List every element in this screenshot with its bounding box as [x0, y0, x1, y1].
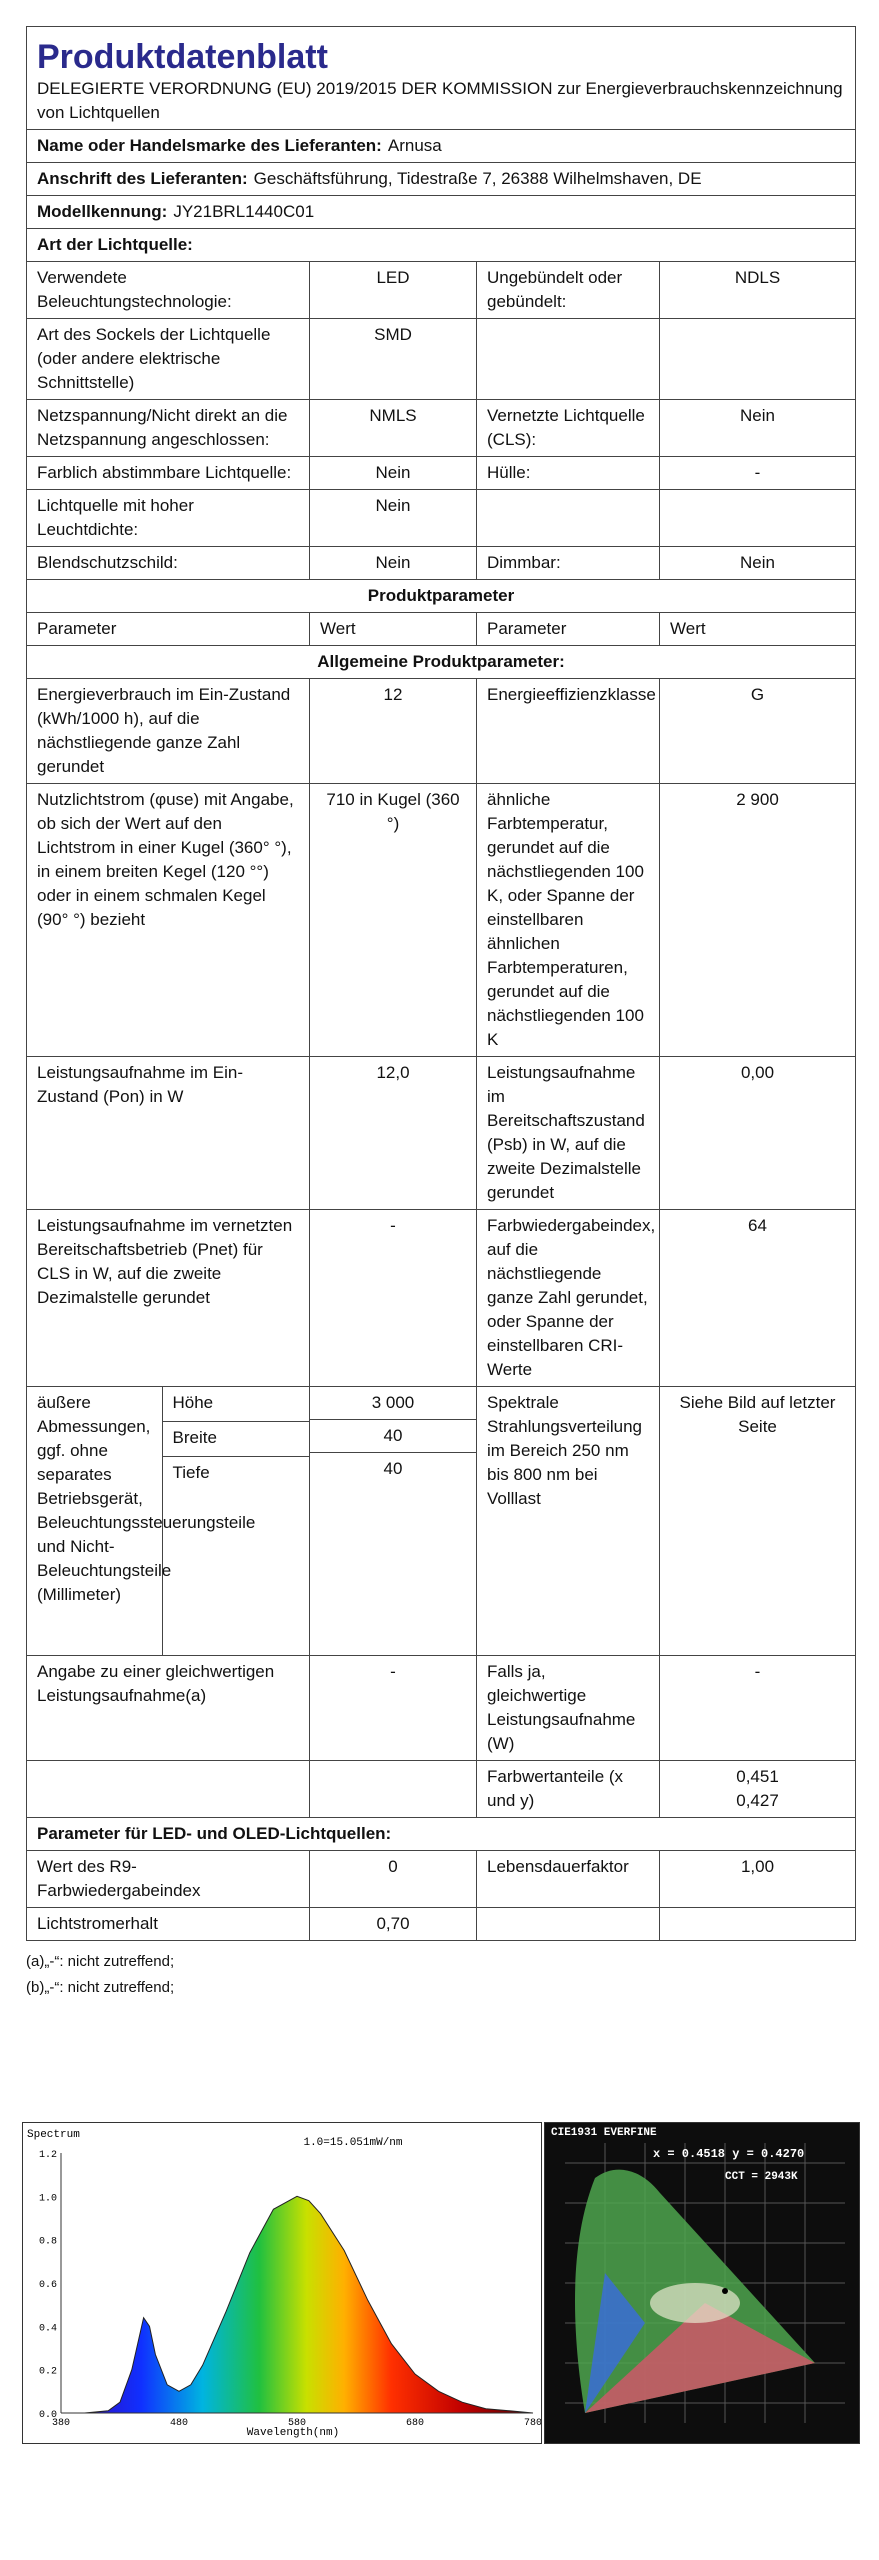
footnotes [26, 1949, 855, 2001]
equiv-row [27, 1656, 856, 1761]
type-cell-d: Nein [660, 547, 856, 580]
dimensions-values-cell [310, 1387, 477, 1656]
cie-xy: x = 0.4518 y = 0.4270 [653, 2147, 805, 2161]
general-cell-a: Leistungsaufnahme im vernetzten Bereitschaftsbetrieb (Pnet) für CLS in W, auf die zweite Dezimalstelle gerundet [27, 1210, 310, 1387]
y-tick-label: 0.4 [38, 2323, 57, 2335]
equivalence-rows [27, 1656, 856, 1818]
x-tick-label: 780 [523, 2418, 541, 2429]
spectrum-area [61, 2196, 533, 2413]
led-cell-d [660, 1908, 856, 1941]
dimension-key: Breite [162, 1421, 309, 1456]
col-header: Parameter [27, 613, 310, 646]
type-cell-b: NMLS [310, 400, 477, 457]
spectrum-scale: 1.0=15.051mW/nm [303, 2137, 403, 2149]
general-row [27, 784, 856, 1057]
type-cell-a: Farblich abstimmbare Lichtquelle: [27, 457, 310, 490]
cie-cct: CCT = 2943K [725, 2171, 798, 2183]
type-cell-b: Nein [310, 547, 477, 580]
general-cell-d: 64 [660, 1210, 856, 1387]
equiv-cell-c: Falls ja, gleichwertige Leistungsaufnahme (W) [477, 1656, 660, 1761]
general-row [27, 1210, 856, 1387]
general-rows [27, 679, 856, 1387]
spectrum-title: Spectrum [27, 2129, 80, 2141]
cie-point [722, 2288, 728, 2294]
led-row [27, 1851, 856, 1908]
type-cell-a: Verwendete Beleuchtungstechnologie: [27, 262, 310, 319]
type-cell-a: Netzspannung/Nicht direkt an die Netzspannung angeschlossen: [27, 400, 310, 457]
type-row [27, 319, 856, 400]
led-cell-d: 1,00 [660, 1851, 856, 1908]
general-cell-b: - [310, 1210, 477, 1387]
y-tick-label: 1.2 [38, 2150, 57, 2161]
datasheet-table [26, 26, 856, 1941]
general-cell-d: G [660, 679, 856, 784]
supplier-name-value: Arnusa [387, 136, 442, 155]
params-header: Produktparameter [27, 580, 856, 613]
general-cell-d: 2 900 [660, 784, 856, 1057]
general-row [27, 1057, 856, 1210]
type-cell-c: Vernetzte Lichtquelle (CLS): [477, 400, 660, 457]
y-tick-label: 0.8 [38, 2236, 57, 2248]
equiv-cell-b: - [310, 1656, 477, 1761]
general-cell-c: Leistungsaufnahme im Bereitschaftszustand (Psb) in W, auf die zweite Dezimalstelle gerundet [477, 1057, 660, 1210]
spectrum-figure [22, 2122, 542, 2444]
footnote: (b)„-“: nicht zutreffend; [26, 1979, 175, 1996]
dimension-key: Höhe [162, 1387, 309, 1421]
led-cell-a: Wert des R9-Farbwiedergabeindex [27, 1851, 310, 1908]
equiv-cell-a: Angabe zu einer gleichwertigen Leistungsaufnahme(a) [27, 1656, 310, 1761]
spectral-label: Spektrale Strahlungsverteilung im Bereich 250 nm bis 800 nm bei Volllast [477, 1387, 660, 1656]
led-cell-b: 0 [310, 1851, 477, 1908]
led-cell-c [477, 1908, 660, 1941]
type-row [27, 490, 856, 547]
type-row [27, 400, 856, 457]
type-cell-b: SMD [310, 319, 477, 400]
equiv-row [27, 1761, 856, 1818]
type-cell-c [477, 490, 660, 547]
y-tick-label: 1.0 [38, 2193, 57, 2205]
led-cell-c: Lebensdauerfaktor [477, 1851, 660, 1908]
general-cell-b: 12,0 [310, 1057, 477, 1210]
cie-diagram [545, 2123, 859, 2443]
cie-title: CIE1931 EVERFINE [551, 2127, 657, 2139]
type-cell-a: Art des Sockels der Lichtquelle (oder andere elektrische Schnittstelle) [27, 319, 310, 400]
x-tick-label: 480 [169, 2418, 189, 2429]
type-cell-b: Nein [310, 490, 477, 547]
dimensions-subtable [27, 1387, 309, 1655]
type-cell-d: - [660, 457, 856, 490]
dimensions-cell [27, 1387, 310, 1656]
equiv-cell-d: - [660, 1656, 856, 1761]
footnote: (a)„-“: nicht zutreffend; [26, 1953, 175, 1970]
x-tick-label: 380 [51, 2418, 71, 2429]
type-cell-d [660, 319, 856, 400]
dimension-key: Tiefe [162, 1457, 309, 1656]
cie-figure [544, 2122, 860, 2444]
type-cell-b: Nein [310, 457, 477, 490]
led-cell-a: Lichtstromerhalt [27, 1908, 310, 1941]
supplier-name-row [27, 130, 856, 163]
general-cell-b: 710 in Kugel (360 °) [310, 784, 477, 1057]
general-cell-c: ähnliche Farbtemperatur, gerundet auf die nächstliegenden 100 K, oder Spanne der einstellbaren ähnlichen Farbtemperaturen, gerundet auf die nächstliegenden 100 K [477, 784, 660, 1057]
led-header: Parameter für LED- und OLED-Lichtquellen: [27, 1818, 856, 1851]
type-cell-d [660, 490, 856, 547]
equiv-cell-b [310, 1761, 477, 1818]
type-cell-c: Dimmbar: [477, 547, 660, 580]
led-rows [27, 1851, 856, 1941]
type-row [27, 262, 856, 319]
model-label: Modellkennung: [37, 202, 168, 221]
title-cell [27, 27, 856, 130]
equiv-cell-a [27, 1761, 310, 1818]
col-header: Parameter [477, 613, 660, 646]
page-title: Produktdatenblatt [37, 38, 328, 76]
dimensions-label: äußere Abmessungen, ggf. ohne separates Betriebsgerät, Beleuchtungssteuerungsteile und Nicht-Beleuchtungsteile (Millimeter) [27, 1387, 162, 1655]
type-cell-a: Blendschutzschild: [27, 547, 310, 580]
spectrum-xlabel: Wavelength(nm) [246, 2427, 340, 2439]
type-cell-d: Nein [660, 400, 856, 457]
general-row [27, 679, 856, 784]
x-tick-label: 680 [405, 2418, 425, 2429]
type-cell-c: Hülle: [477, 457, 660, 490]
equiv-cell-c: Farbwertanteile (x und y) [477, 1761, 660, 1818]
y-tick-label: 0.6 [38, 2280, 57, 2291]
col-header: Wert [660, 613, 856, 646]
y-tick-label: 0.2 [38, 2366, 57, 2378]
led-cell-b: 0,70 [310, 1908, 477, 1941]
spectrum-chart [23, 2123, 541, 2443]
type-header: Art der Lichtquelle: [27, 229, 856, 262]
col-header: Wert [310, 613, 477, 646]
type-cell-b: LED [310, 262, 477, 319]
equiv-cell-d: 0,451 0,427 [660, 1761, 856, 1818]
column-header-row [27, 613, 856, 646]
general-cell-a: Nutzlichtstrom (φuse) mit Angabe, ob sich der Wert auf den Lichtstrom in einer Kugel (360° °), in einem breiten Kegel (120 °°) oder in einem schmalen Kegel (90° °) bezieht [27, 784, 310, 1057]
figures [22, 2122, 858, 2442]
type-cell-c [477, 319, 660, 400]
general-cell-c: Energieeffizienzklasse [477, 679, 660, 784]
x-tick-label: 580 [287, 2418, 307, 2429]
general-cell-d: 0,00 [660, 1057, 856, 1210]
led-row [27, 1908, 856, 1941]
supplier-address-row [27, 163, 856, 196]
model-row [27, 196, 856, 229]
general-cell-a: Leistungsaufnahme im Ein-Zustand (Pon) in W [27, 1057, 310, 1210]
supplier-name-label: Name oder Handelsmarke des Lieferanten: [37, 136, 382, 155]
type-cell-c: Ungebündelt oder gebündelt: [477, 262, 660, 319]
datasheet [26, 26, 855, 2001]
model-value: JY21BRL1440C01 [173, 202, 315, 221]
dimension-value: 40 [310, 1420, 476, 1453]
type-row [27, 457, 856, 490]
y-tick-label: 0.0 [38, 2410, 57, 2421]
dimensions-row [27, 1387, 856, 1656]
supplier-address-value: Geschäftsführung, Tidestraße 7, 26388 Wilhelmshaven, DE [253, 169, 702, 188]
general-cell-b: 12 [310, 679, 477, 784]
general-cell-c: Farbwiedergabeindex, auf die nächstliegende ganze Zahl gerundet, oder Spanne der einstellbaren CRI-Werte [477, 1210, 660, 1387]
supplier-address-label: Anschrift des Lieferanten: [37, 169, 248, 188]
general-header: Allgemeine Produktparameter: [27, 646, 856, 679]
type-cell-d: NDLS [660, 262, 856, 319]
general-cell-a: Energieverbrauch im Ein-Zustand (kWh/1000 h), auf die nächstliegende ganze Zahl gerundet [27, 679, 310, 784]
dimension-value: 40 [383, 1459, 403, 1478]
type-row [27, 547, 856, 580]
dimension-value: 3 000 [310, 1387, 476, 1420]
type-rows [27, 262, 856, 580]
spectral-value: Siehe Bild auf letzter Seite [660, 1387, 856, 1656]
type-cell-a: Lichtquelle mit hoher Leuchtdichte: [27, 490, 310, 547]
page-subtitle: DELEGIERTE VERORDNUNG (EU) 2019/2015 DER KOMMISSION zur Energieverbrauchskennzeichnung von Lichtquellen [37, 79, 843, 122]
